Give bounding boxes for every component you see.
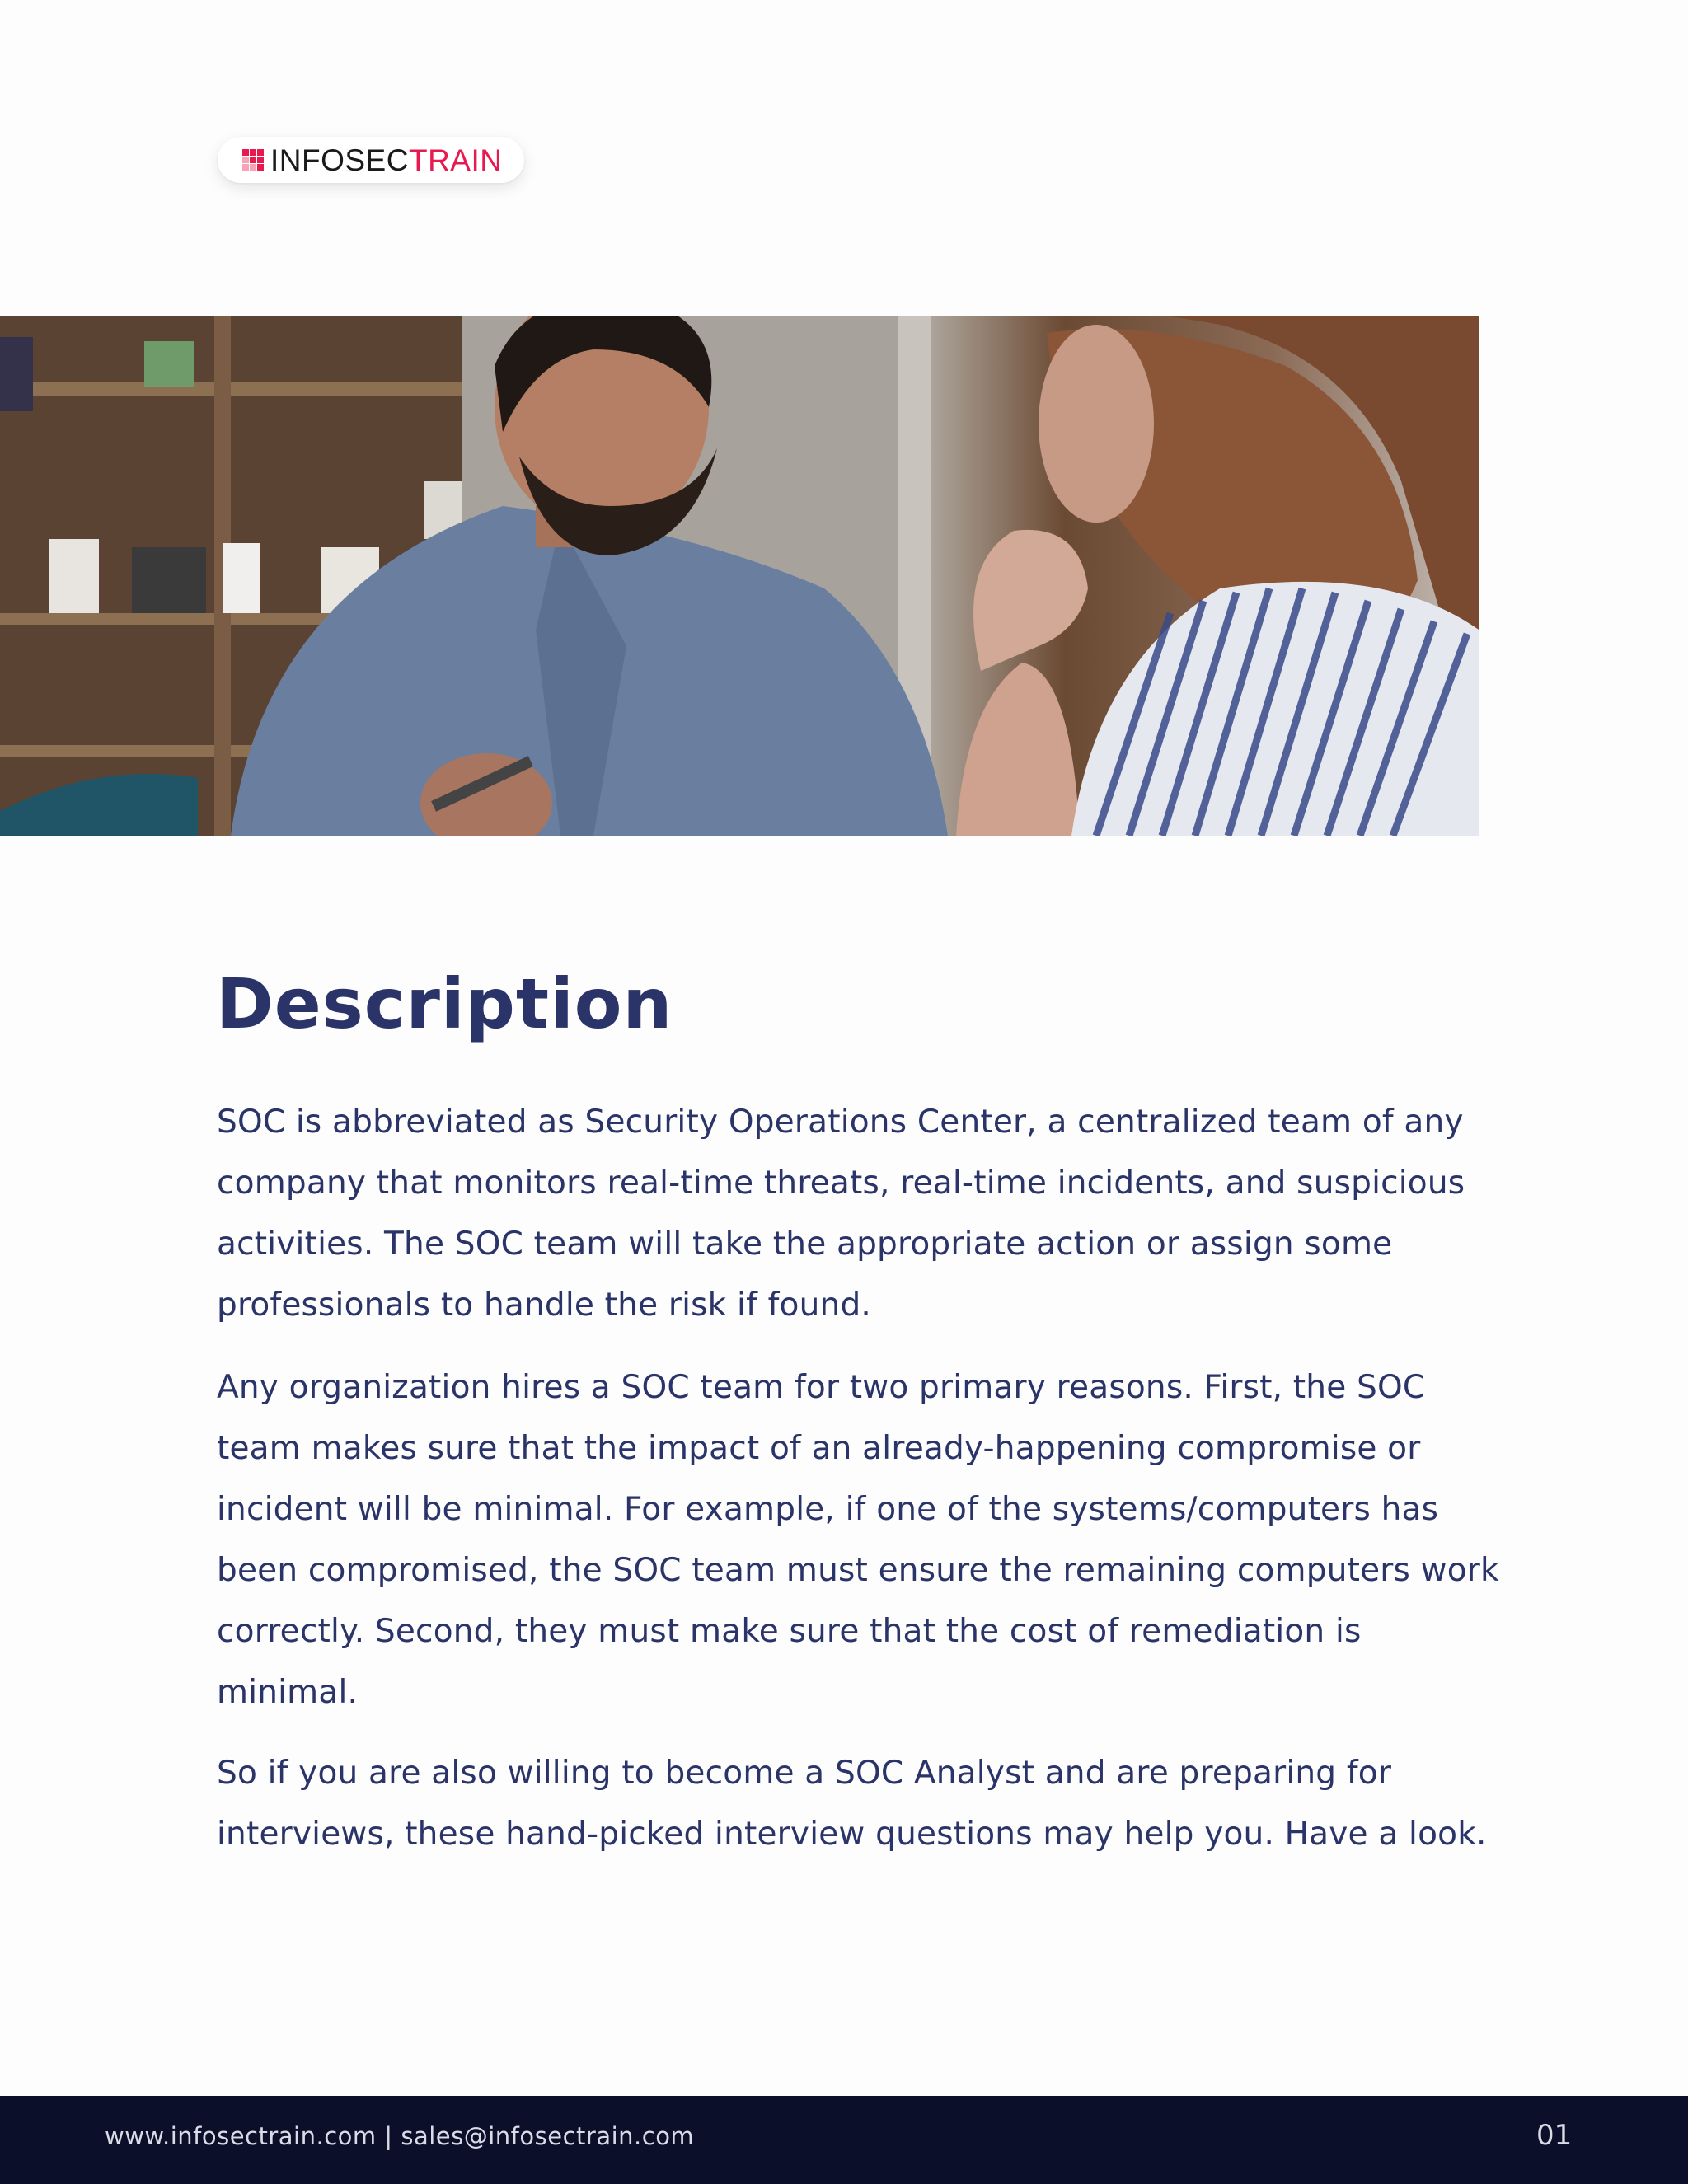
- description-paragraph-3: So if you are also willing to become a SOC Analyst and are preparing for interviews, these hand-picked interview questions may help you. Have a look.: [217, 1755, 1487, 1853]
- logo-wordmark: [270, 145, 502, 176]
- logo-text-accent: TRAIN: [408, 143, 503, 177]
- description-paragraph-1: SOC is abbreviated as Security Operations Center, a centralized team of any company that monitors real-time threats, real-time incidents, and suspicious activities. The SOC team will take the appropriate action or assign some professionals to handle the risk if found.: [217, 1104, 1465, 1324]
- logo-text-dark: INFOSEC: [270, 143, 409, 177]
- footer-bar: [0, 2096, 1688, 2184]
- logo-grid-icon: [242, 149, 264, 171]
- hero-photo: [0, 316, 1479, 836]
- photo-two-people-conversation-icon: [0, 316, 1479, 836]
- page-number: 01: [1536, 2119, 1573, 2152]
- footer-contact[interactable]: www.infosectrain.com | sales@infosectrain.com: [105, 2122, 695, 2150]
- brand-logo[interactable]: [218, 137, 524, 183]
- page-title: Description: [216, 963, 673, 1044]
- description-paragraph-2: Any organization hires a SOC team for two primary reasons. First, the SOC team makes sure that the impact of an already-happening compromise or incident will be minimal. For example, if one of the systems/computers has been compromised, the SOC team must ensure the remaining computers work correctly. Second, they must make sure that the cost of remediation is minimal.: [217, 1369, 1499, 1711]
